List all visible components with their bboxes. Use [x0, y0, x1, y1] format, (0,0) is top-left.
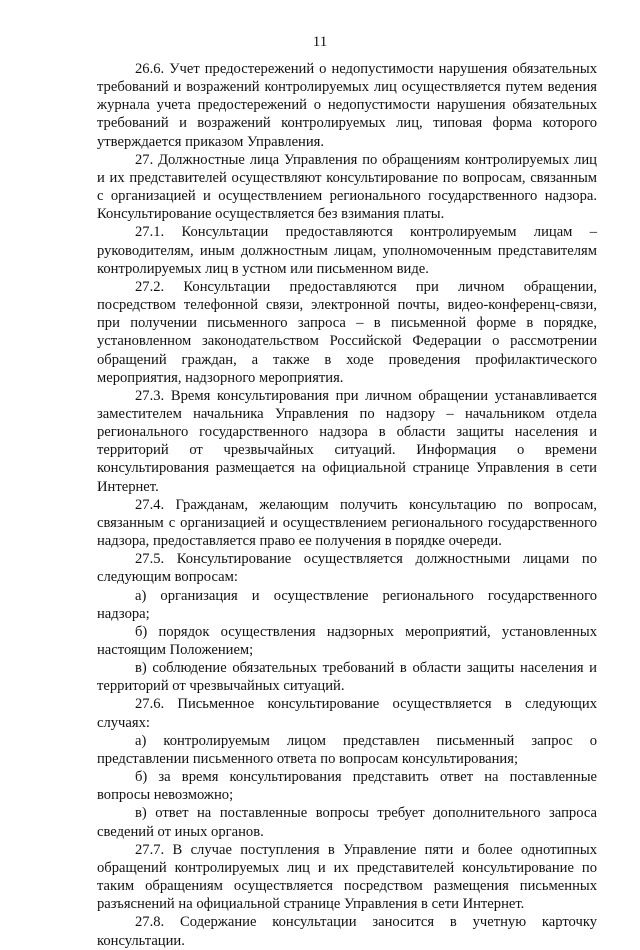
paragraph-27-2: 27.2. Консультации предоставляются при личном обращении, посредством телефонной связи, электронной почты, видео-конференц-связи, при получении письменного запроса – в письменной форме в порядке, установленном законодательством Российской Федерации о рассмотрении обращений граждан, а также в ходе проведения профилактического мероприятия, надзорного мероприятия. [97, 278, 597, 386]
paragraph-27-3: 27.3. Время консультирования при личном обращении устанавливается заместителем начальника Управления по надзору – начальником отдела регионального государственного надзора в области защиты населения и территорий от чрезвычайных ситуаций. Информация о времени консультирования размещается на официальной странице Управления в сети Интернет. [97, 387, 597, 495]
paragraph-27-7: 27.7. В случае поступления в Управление пяти и более однотипных обращений контролируемых лиц и их представителей консультирование по таким обращениям осуществляется посредством размещения письменных разъяснений на официальной странице Управления в сети Интернет. [97, 841, 597, 913]
paragraph-27-8: 27.8. Содержание консультации заносится в учетную карточку консультации. [97, 914, 597, 949]
paragraph-27-6: 27.6. Письменное консультирование осуществляется в следующих случаях: [97, 696, 597, 731]
page-number: 11 [312, 34, 328, 50]
list-item-27-5-v: в) соблюдение обязательных требований в области защиты населения и территорий от чрезвычайных ситуаций. [97, 660, 597, 695]
paragraph-27: 27. Должностные лица Управления по обращениям контролируемых лиц и их представителей осуществляют консультирование по вопросам, связанным с организацией и осуществлением регионального государственного надзора. Консультирование осуществляется без взимания платы. [97, 151, 597, 223]
list-item-27-6-v: в) ответ на поставленные вопросы требует дополнительного запроса сведений от иных органов. [97, 805, 597, 840]
list-item-27-6-a: а) контролируемым лицом представлен письменный запрос о представлении письменного ответа по вопросам консультирования; [97, 732, 597, 767]
paragraph-27-4: 27.4. Гражданам, желающим получить консультацию по вопросам, связанным с организацией и осуществлением регионального государственного надзора, предоставляется право ее получения в порядке очереди. [97, 496, 597, 550]
document-body [97, 60, 597, 950]
paragraph-27-1: 27.1. Консультации предоставляются контролируемым лицам – руководителям, иным должностным лицам, уполномоченным представителям контролируемых лиц в устном или письменном виде. [97, 224, 597, 277]
list-item-27-5-a: а) организация и осуществление регионального государственного надзора; [97, 587, 597, 622]
list-item-27-6-b: б) за время консультирования представить ответ на поставленные вопросы невозможно; [97, 769, 597, 804]
paragraph-26-6: 26.6. Учет предостережений о недопустимости нарушения обязательных требований и возражений контролируемых лиц осуществляется путем ведения журнала учета предостережений о недопустимости нарушения обязательных требований и возражений контролируемых лиц, типовая форма которого утверждается приказом Управления. [97, 61, 597, 150]
paragraph-27-5: 27.5. Консультирование осуществляется должностными лицами по следующим вопросам: [97, 551, 597, 586]
list-item-27-5-b: б) порядок осуществления надзорных мероприятий, установленных настоящим Положением; [97, 623, 597, 658]
